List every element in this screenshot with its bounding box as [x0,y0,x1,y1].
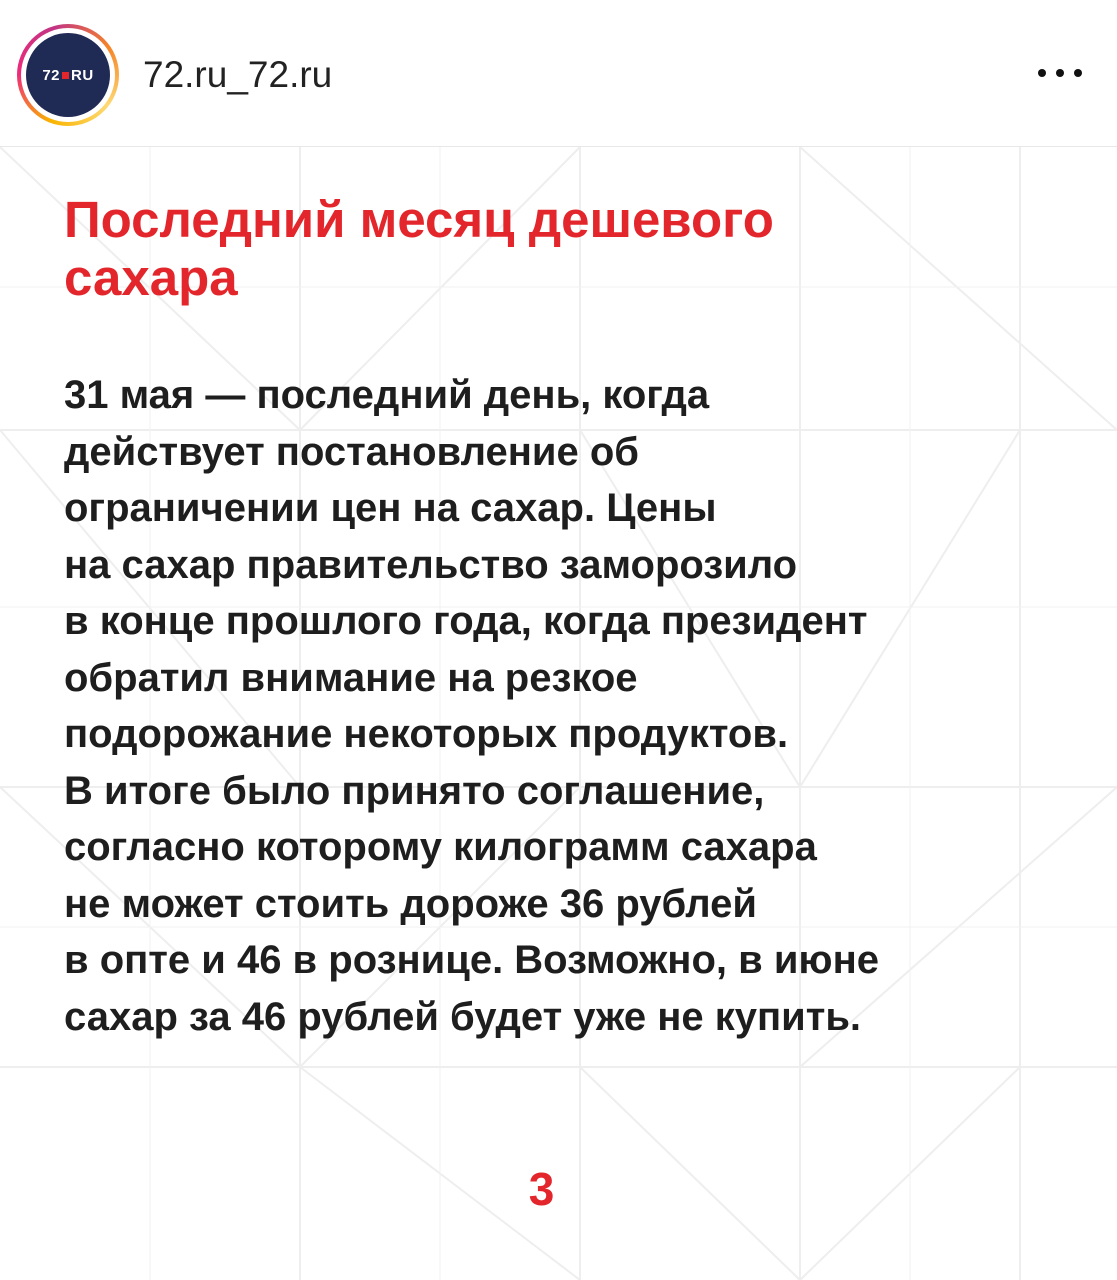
post-title-line: Последний месяц дешевого [64,191,774,248]
avatar-logo-left: 72 [42,66,60,84]
username-link[interactable]: 72.ru_72.ru [143,54,333,95]
post-title [64,191,1024,307]
more-horizontal-icon[interactable] [1038,64,1082,82]
post-image-card[interactable] [0,147,1117,1280]
avatar[interactable] [26,33,110,117]
post-body-text: 31 мая — последний день, когда действует постановление об ограничении цен на сахар. Цены на сахар правительство заморозило в конце прошлого года, когда президент обратил внимание на резкое подорожание некоторых продуктов. В итоге было принято соглашение, согласно которому килограмм сахара не может стоить дороже 36 рублей в опте и 46 в рознице. Возможно, в июне сахар за 46 рублей будет уже не купить. [64,373,879,1039]
post-title-line: сахара [64,249,238,306]
slide-page-number: 3 [528,1163,555,1215]
post-header [0,0,1117,147]
avatar-logo-dot [62,72,69,79]
avatar-logo-right: RU [71,66,94,84]
avatar-story-ring[interactable] [17,24,119,126]
